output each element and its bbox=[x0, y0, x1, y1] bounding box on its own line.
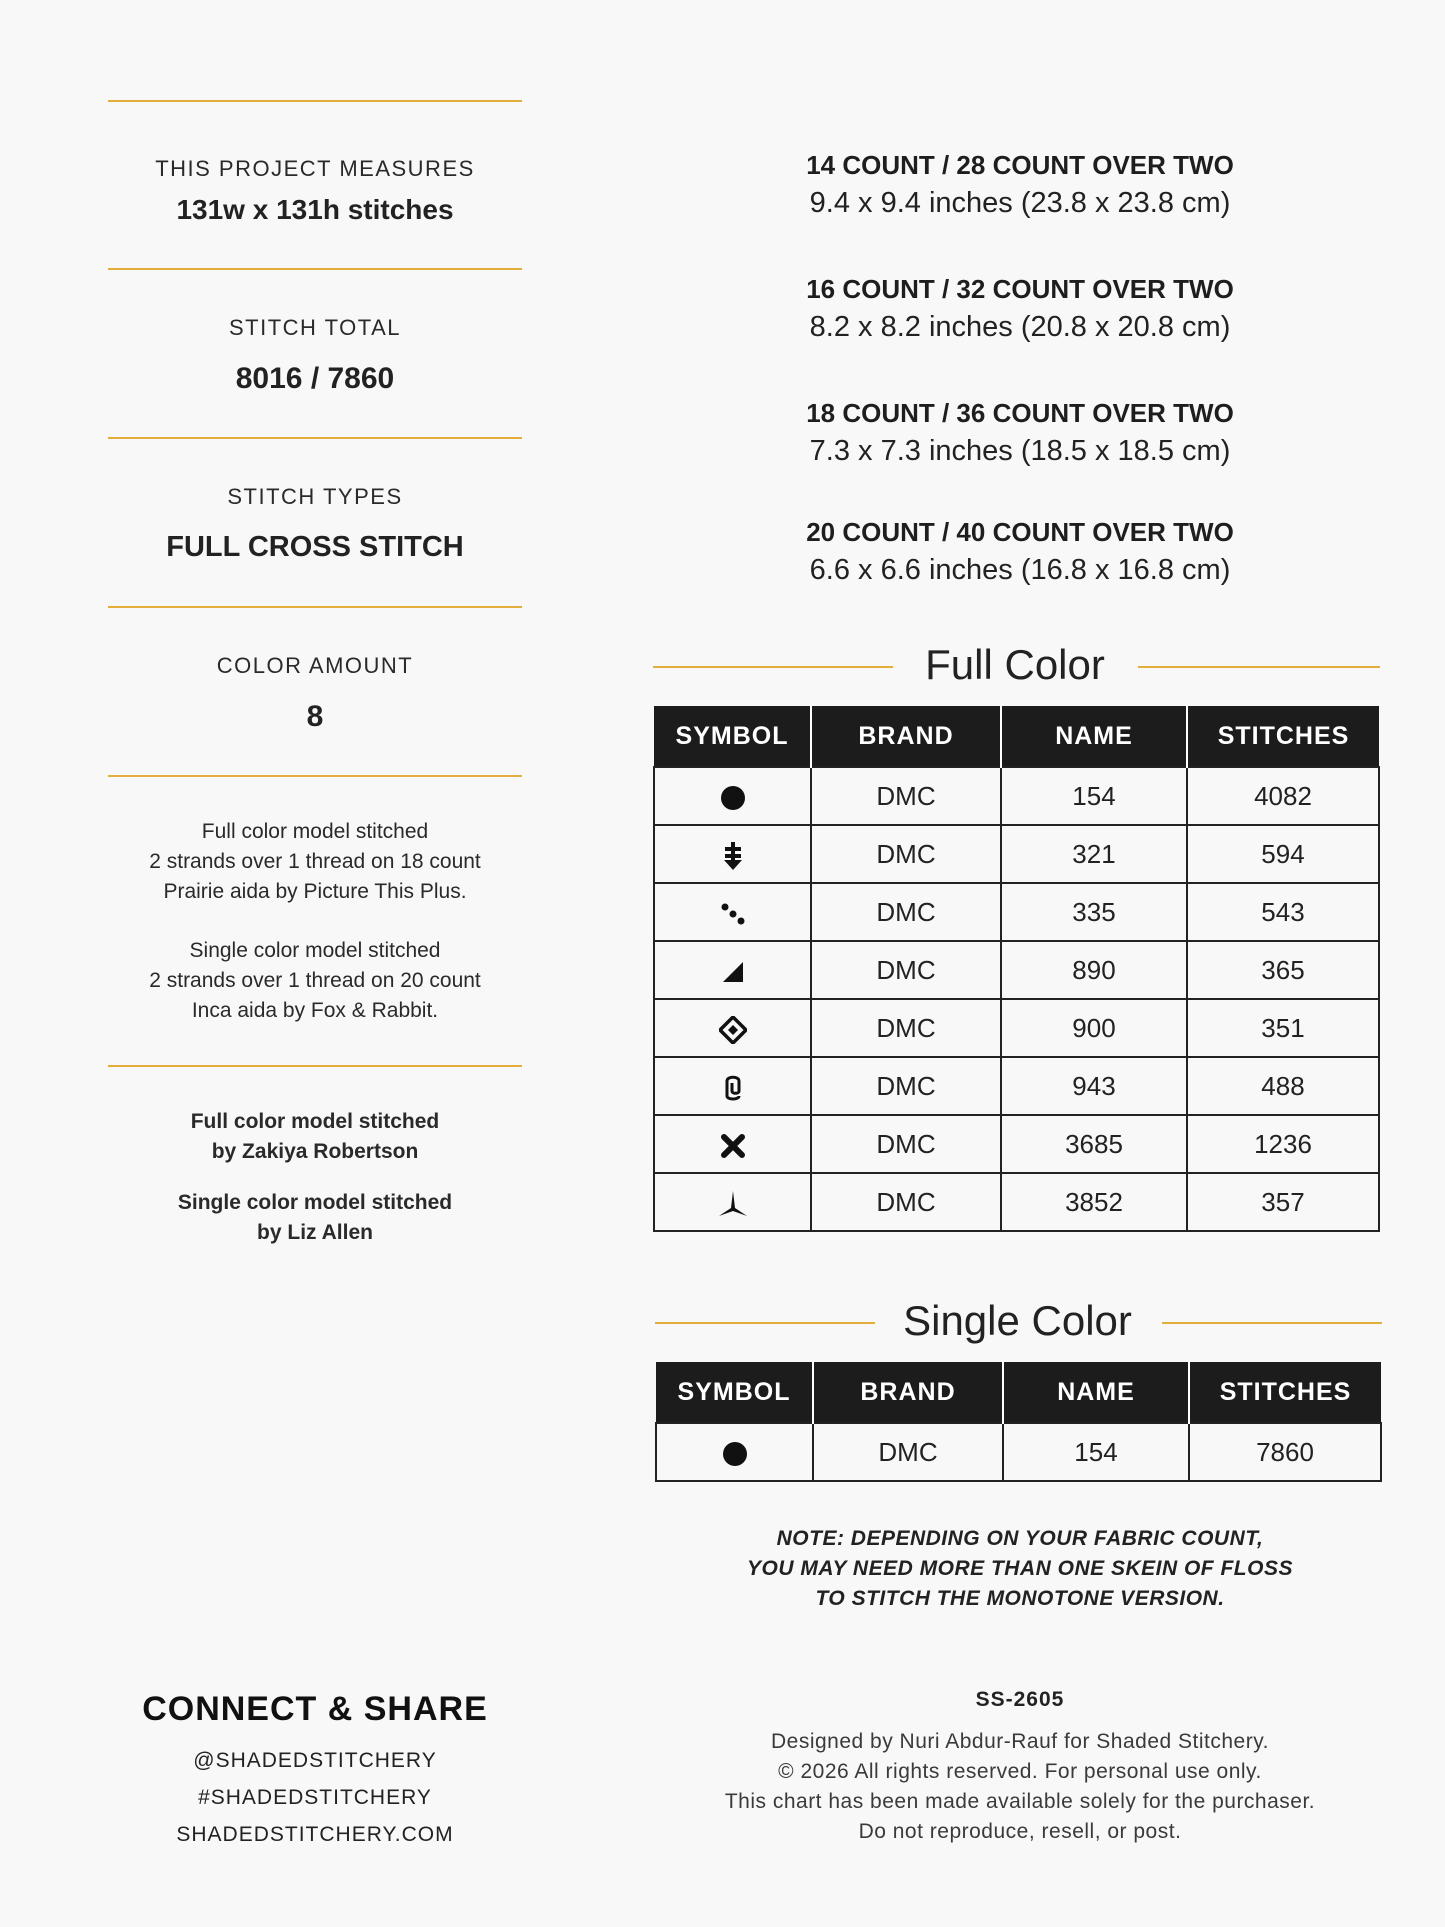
table-row bbox=[654, 1115, 1379, 1173]
name-cell: 900 bbox=[1001, 999, 1187, 1057]
single-model-note: Single color model stitched 2 strands over 1 thread on 20 count Inca aida by Fox & Rabbit. bbox=[149, 939, 481, 1022]
fabric-size: 20 COUNT / 40 COUNT OVER TWO 6.6 x 6.6 inches (16.8 x 16.8 cm) bbox=[806, 517, 1234, 586]
connect-title: CONNECT & SHARE bbox=[142, 1690, 488, 1728]
stitches-cell: 7860 bbox=[1189, 1423, 1381, 1481]
name-cell: 154 bbox=[1001, 767, 1187, 825]
right-triangle-icon bbox=[721, 960, 745, 984]
copyright-footer: Designed by Nuri Abdur-Rauf for Shaded Stitchery. © 2026 All rights reserved. For personal use only. This chart has been made available solely for the purchaser. Do not reproduce, resell, or post. bbox=[724, 1730, 1316, 1843]
measures-label: THIS PROJECT MEASURES bbox=[155, 156, 475, 181]
stitch-total-value: 8016 / 7860 bbox=[235, 362, 395, 395]
fabric-size: 16 COUNT / 32 COUNT OVER TWO 8.2 x 8.2 inches (20.8 x 20.8 cm) bbox=[806, 274, 1234, 343]
stitches-cell: 594 bbox=[1187, 825, 1379, 883]
full-color-title: Full Color bbox=[925, 641, 1105, 688]
filled-circle-icon bbox=[722, 1441, 748, 1467]
name-cell: 943 bbox=[1001, 1057, 1187, 1115]
single-color-title: Single Color bbox=[903, 1297, 1132, 1344]
brand-cell: DMC bbox=[811, 767, 1001, 825]
symbol-cell bbox=[654, 1115, 811, 1173]
color-amount-value: 8 bbox=[306, 700, 324, 733]
filled-circle-icon bbox=[720, 785, 746, 811]
x-mark-icon bbox=[720, 1133, 746, 1159]
three-dots-icon bbox=[720, 901, 746, 927]
stitches-cell: 351 bbox=[1187, 999, 1379, 1057]
divider bbox=[108, 606, 522, 608]
brand-cell: DMC bbox=[811, 1173, 1001, 1231]
brand-cell: DMC bbox=[811, 941, 1001, 999]
diamond-outline-icon bbox=[719, 1016, 747, 1044]
full-model-note: Full color model stitched 2 strands over 1 thread on 18 count Prairie aida by Picture This Plus. bbox=[149, 820, 481, 903]
divider bbox=[108, 100, 522, 102]
stitch-types-label: STITCH TYPES bbox=[227, 484, 403, 509]
divider bbox=[1138, 666, 1380, 668]
name-cell: 890 bbox=[1001, 941, 1187, 999]
divider bbox=[653, 666, 893, 668]
arrow-down-bars-icon bbox=[722, 842, 744, 870]
brand-cell: DMC bbox=[811, 883, 1001, 941]
table-row bbox=[654, 883, 1379, 941]
symbol-header: SYMBOL bbox=[656, 1362, 813, 1423]
symbol-cell bbox=[654, 883, 811, 941]
symbol-cell bbox=[654, 941, 811, 999]
stitches-header: STITCHES bbox=[1187, 706, 1379, 767]
name-header: NAME bbox=[1001, 706, 1187, 767]
table-row bbox=[656, 1423, 1381, 1481]
stitches-cell: 365 bbox=[1187, 941, 1379, 999]
brand-cell: DMC bbox=[811, 1057, 1001, 1115]
fabric-size: 18 COUNT / 36 COUNT OVER TWO 7.3 x 7.3 inches (18.5 x 18.5 cm) bbox=[806, 398, 1234, 467]
stitch-types-value: FULL CROSS STITCH bbox=[166, 531, 464, 563]
brand-cell: DMC bbox=[813, 1423, 1003, 1481]
table-row bbox=[654, 1173, 1379, 1231]
name-header: NAME bbox=[1003, 1362, 1189, 1423]
hashtag: #SHADEDSTITCHERY bbox=[198, 1786, 432, 1809]
divider bbox=[108, 268, 522, 270]
brand-cell: DMC bbox=[811, 825, 1001, 883]
full-color-table bbox=[653, 706, 1380, 1232]
social-links bbox=[108, 1742, 522, 1853]
symbol-cell bbox=[654, 767, 811, 825]
single-model-credit: Single color model stitched by Liz Allen bbox=[177, 1191, 453, 1244]
full-model-credit: Full color model stitched by Zakiya Robertson bbox=[190, 1110, 440, 1163]
floss-note: NOTE: DEPENDING ON YOUR FABRIC COUNT, YOU MAY NEED MORE THAN ONE SKEIN OF FLOSS TO STITCH THE MONOTONE VERSION. bbox=[747, 1527, 1293, 1610]
divider bbox=[1162, 1322, 1382, 1324]
table-row bbox=[654, 767, 1379, 825]
measures-value: 131w x 131h stitches bbox=[176, 194, 454, 225]
divider bbox=[108, 775, 522, 777]
stitches-cell: 4082 bbox=[1187, 767, 1379, 825]
divider bbox=[108, 437, 522, 439]
divider bbox=[108, 1065, 522, 1067]
name-cell: 154 bbox=[1003, 1423, 1189, 1481]
divider bbox=[655, 1322, 875, 1324]
website-link[interactable]: SHADEDSTITCHERY.COM bbox=[176, 1823, 454, 1846]
brand-cell: DMC bbox=[811, 1115, 1001, 1173]
stitch-total-label: STITCH TOTAL bbox=[228, 315, 402, 340]
symbol-cell bbox=[654, 825, 811, 883]
symbol-header: SYMBOL bbox=[654, 706, 811, 767]
symbol-cell bbox=[654, 1173, 811, 1231]
symbol-cell bbox=[654, 1057, 811, 1115]
fabric-size: 14 COUNT / 28 COUNT OVER TWO 9.4 x 9.4 inches (23.8 x 23.8 cm) bbox=[806, 150, 1234, 219]
brand-header: BRAND bbox=[811, 706, 1001, 767]
brand-cell: DMC bbox=[811, 999, 1001, 1057]
table-row bbox=[654, 825, 1379, 883]
stitches-cell: 488 bbox=[1187, 1057, 1379, 1115]
name-cell: 3685 bbox=[1001, 1115, 1187, 1173]
stitches-header: STITCHES bbox=[1189, 1362, 1381, 1423]
name-cell: 3852 bbox=[1001, 1173, 1187, 1231]
table-row bbox=[654, 941, 1379, 999]
table-row bbox=[654, 1057, 1379, 1115]
color-amount-label: COLOR AMOUNT bbox=[216, 653, 414, 678]
single-color-table bbox=[655, 1362, 1382, 1482]
table-row bbox=[654, 999, 1379, 1057]
tripod-icon bbox=[718, 1190, 748, 1218]
stitches-cell: 357 bbox=[1187, 1173, 1379, 1231]
name-cell: 335 bbox=[1001, 883, 1187, 941]
instagram-handle[interactable]: @SHADEDSTITCHERY bbox=[193, 1749, 437, 1772]
brand-header: BRAND bbox=[813, 1362, 1003, 1423]
name-cell: 321 bbox=[1001, 825, 1187, 883]
at-sign-icon bbox=[723, 1074, 743, 1102]
pattern-code: SS-2605 bbox=[975, 1688, 1065, 1711]
symbol-cell bbox=[654, 999, 811, 1057]
symbol-cell bbox=[656, 1423, 813, 1481]
stitches-cell: 1236 bbox=[1187, 1115, 1379, 1173]
stitches-cell: 543 bbox=[1187, 883, 1379, 941]
